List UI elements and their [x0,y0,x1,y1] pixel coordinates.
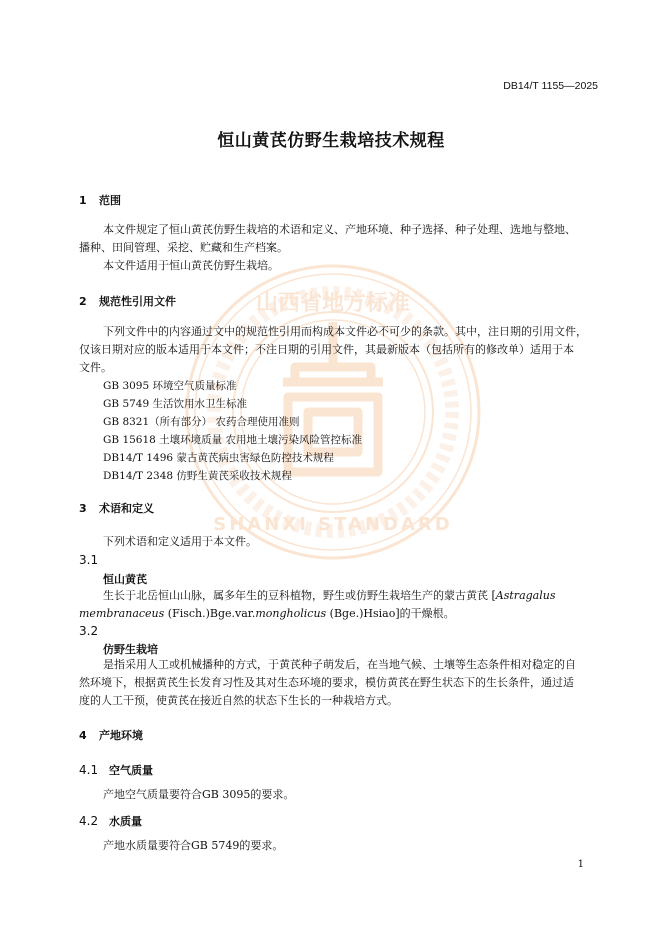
references-intro-line: 文件。 [79,361,112,374]
reference-item: GB 8321（所有部分） 农药合理使用准则 [103,416,300,428]
subsection-number: 4.2 [79,814,99,828]
term-name: 仿野生栽培 [103,643,158,656]
section-4-heading [79,727,143,743]
term-definition-line: 是指采用人工或机械播种的方式，于黄芪种子萌发后，在当地气候、土壤等生态条件相对稳定的自 [103,658,576,671]
latin-name: Astragalus [495,589,556,602]
subsection-4-1-heading [79,762,153,778]
scope-applicability: 本文件适用于恒山黄芪仿野生栽培。 [103,259,279,272]
term-number: 3.1 [79,553,99,567]
water-quality-requirement: 产地水质量要符合GB 5749的要求。 [103,839,284,852]
terms-intro: 下列术语和定义适用于本文件。 [103,535,257,548]
definition-text: (Fisch.)Bge.var. [164,607,256,620]
definition-text: (Bge.)Hsiao]的干燥根。 [326,607,455,620]
reference-item: GB 5749 生活饮用水卫生标准 [103,398,248,410]
term-definition-line: 然环境下，根据黄芪生长发育习性及其对生态环境的要求，模仿黄芪在野生状态下的生长条件，通过适 [79,676,574,689]
subsection-title: 水质量 [109,815,142,828]
section-3-heading [79,500,154,516]
section-number: 4 [79,729,87,742]
subsection-title: 空气质量 [109,764,153,777]
watermark-top-text: 山西省地方标准 [255,291,411,316]
page-number: 1 [577,859,584,870]
section-title: 产地环境 [99,729,143,742]
document-title: 恒山黄芪仿野生栽培技术规程 [217,131,445,151]
term-number: 3.2 [79,624,99,638]
section-title: 范围 [99,194,121,207]
section-1-heading [79,192,121,208]
reference-item: GB 15618 土壤环境质量 农用地土壤污染风险管控标准 [103,434,363,446]
section-number: 2 [79,295,87,308]
section-number: 1 [79,194,87,207]
section-title: 术语和定义 [99,502,154,515]
document-code: DB14/T 1155—2025 [503,80,598,92]
section-2-heading [79,293,176,309]
scope-paragraph-line: 本文件规定了恒山黄芪仿野生栽培的术语和定义、产地环境、种子选择、种子处理、选地与整地、 [103,223,576,236]
reference-item: GB 3095 环境空气质量标准 [103,380,237,392]
latin-name: membranaceus [79,607,165,620]
term-definition-line [79,605,455,623]
reference-item: DB14/T 1496 蒙古黄芪病虫害绿色防控技术规程 [103,452,334,464]
air-quality-requirement: 产地空气质量要符合GB 3095的要求。 [103,788,295,801]
definition-text: 生长于北岳恒山山脉，属多年生的豆科植物，野生或仿野生栽培生产的蒙古黄芪 [ [103,589,496,602]
scope-paragraph-line: 播种、田间管理、采挖、贮藏和生产档案。 [79,241,288,254]
subsection-4-2-heading [79,813,142,829]
term-definition-line: 度的人工干预，使黄芪在接近自然的状态下生长的一种栽培方式。 [79,694,398,707]
references-intro-line: 下列文件中的内容通过文中的规范性引用而构成本文件必不可少的条款。其中，注日期的引用文件， [103,325,587,338]
reference-item: DB14/T 2348 仿野生黄芪采收技术规程 [103,470,292,482]
latin-name: mongholicus [255,607,327,620]
section-number: 3 [79,502,87,515]
section-title: 规范性引用文件 [99,295,176,308]
term-definition-line [103,587,555,605]
term-name: 恒山黄芪 [103,573,147,586]
subsection-number: 4.1 [79,763,99,777]
references-intro-line: 仅该日期对应的版本适用于本文件；不注日期的引用文件，其最新版本（包括所有的修改单）适用于本 [79,343,574,356]
watermark-bottom-text: SHANXI STANDARD [213,514,453,535]
